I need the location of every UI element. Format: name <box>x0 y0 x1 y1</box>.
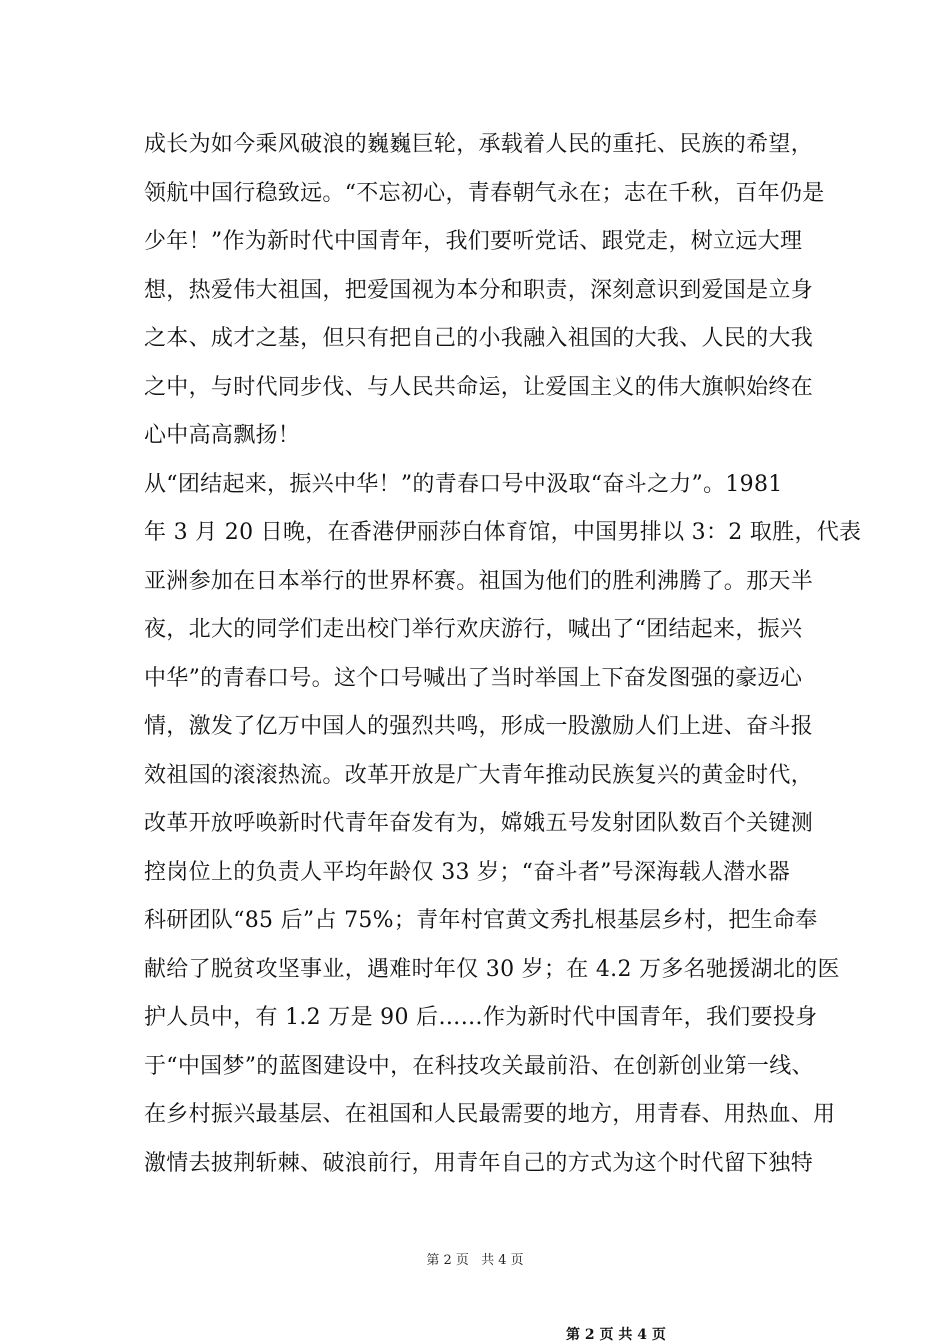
text-line: 献给了脱贫攻坚事业，遇难时年仅 30 岁；在 4.2 万多名驰援湖北的医 <box>144 956 840 982</box>
text-line: 情，激发了亿万中国人的强烈共鸣，形成一股激励人们上进、奋斗报 <box>144 714 814 739</box>
text-line: 于“中国梦”的蓝图建设中，在科技攻关最前沿、在创新创业第一线、 <box>144 1053 814 1079</box>
page-total: 共 4 页 <box>481 1253 524 1268</box>
text-line: 成长为如今乘风破浪的巍巍巨轮，承载着人民的重托、民族的希望， <box>144 132 814 157</box>
text-line: 之本、成才之基，但只有把自己的小我融入祖国的大我、人民的大我 <box>144 326 814 351</box>
page-footer <box>0 1249 950 1268</box>
document-body <box>144 121 862 1188</box>
text-line: 领航中国行稳致远。“不忘初心，青春朝气永在；志在千秋，百年仍是 <box>144 180 825 206</box>
text-line: 想，热爱伟大祖国，把爱国视为本分和职责，深刻意识到爱国是立身 <box>144 277 814 303</box>
text-line: 在乡村振兴最基层、在祖国和人民最需要的地方，用青春、用热血、用 <box>144 1102 836 1127</box>
text-line: 科研团队“85 后”占 75%；青年村官黄文秀扎根基层乡村，把生命奉 <box>144 908 818 933</box>
page-current: 第 2 页 <box>426 1253 469 1268</box>
text-line: 之中，与时代同步伐、与人民共命运，让爱国主义的伟大旗帜始终在 <box>144 374 814 400</box>
text-line: 心中高高飘扬！ <box>144 423 301 448</box>
text-line: 少年！”作为新时代中国青年，我们要听党话、跟党走，树立远大理 <box>144 229 803 254</box>
text-line: 夜，北大的同学们走出校门举行欢庆游行，喊出了“团结起来，振兴 <box>144 617 803 642</box>
text-line: 从“团结起来，振兴中华！”的青春口号中汲取“奋斗之力”。1981 <box>144 471 783 497</box>
text-line: 激情去披荆斩棘、破浪前行，用青年自己的方式为这个时代留下独特 <box>144 1150 814 1176</box>
text-line: 护人员中，有 1.2 万是 90 后……作为新时代中国青年，我们要投身 <box>144 1005 818 1030</box>
text-line: 年 3 月 20 日晚，在香港伊丽莎白体育馆，中国男排以 3：2 取胜，代表 <box>144 520 862 545</box>
text-line: 亚洲参加在日本举行的世界杯赛。祖国为他们的胜利沸腾了。那天半 <box>144 568 814 594</box>
text-line: 中华”的青春口号。这个口号喊出了当时举国上下奋发图强的豪迈心 <box>144 665 803 691</box>
text-line: 效祖国的滚滚热流。改革开放是广大青年推动民族复兴的黄金时代， <box>144 762 814 788</box>
text-line: 控岗位上的负责人平均年龄仅 33 岁；“奋斗者”号深海载人潜水器 <box>144 859 791 885</box>
bottom-page-label: 第 2 页 共 4 页 <box>566 1327 666 1343</box>
text-line: 改革开放呼唤新时代青年奋发有为，嫦娥五号发射团队数百个关键测 <box>144 811 814 836</box>
